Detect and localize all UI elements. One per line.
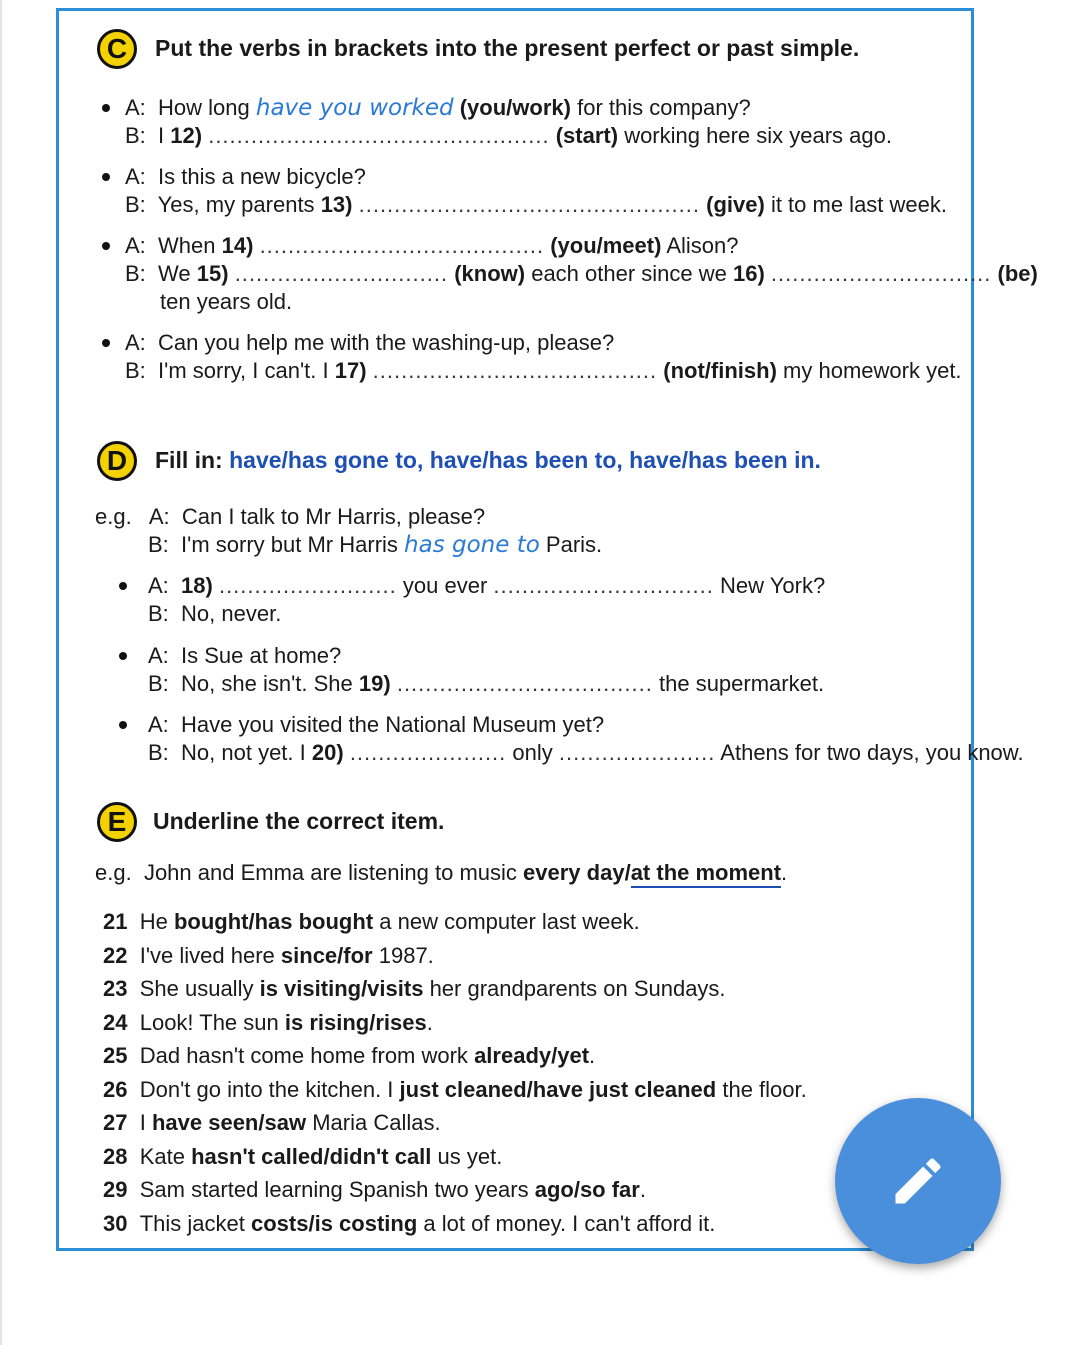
e-item: 24 Look! The sun is rising/rises.: [103, 1009, 433, 1035]
choice-options[interactable]: is rising/rises: [284, 1009, 427, 1035]
d-item20-b: B: No, not yet. I 20) ...................... only ...................... Athens for two days, you know.: [148, 740, 1024, 765]
c-item4-a: A: Can you help me with the washing-up, please?: [125, 330, 615, 355]
bullet: [102, 242, 110, 250]
page-edge: [0, 0, 2, 1345]
d-item19-b: B: No, she isn't. She 19) .................................... the supermarket.: [148, 671, 825, 696]
e-item: 29 Sam started learning Spanish two years ago/so far.: [103, 1177, 646, 1202]
item-number: 22: [103, 942, 128, 968]
blank-line[interactable]: .........................: [218, 573, 397, 598]
blank-line[interactable]: ........................................: [372, 358, 658, 383]
d-item18-b: B: No, never.: [148, 601, 282, 626]
item-number: 27: [103, 1110, 128, 1135]
item-number: 21: [103, 909, 128, 934]
item-number: 29: [103, 1177, 128, 1202]
e-item: 23 She usually is visiting/visits her grandparents on Sundays.: [103, 976, 726, 1001]
e-item: 22 I've lived here since/for 1987.: [103, 942, 434, 968]
c-item3-b: B: We 15) .............................. (know) each other since we 16) ............................... (be): [125, 261, 1038, 286]
blank-line[interactable]: ......................: [349, 740, 507, 765]
c-item1-b: B: I 12) ................................................ (start) working here six years ago.: [125, 123, 892, 148]
e-example: e.g. John and Emma are listening to music every day/at the moment.: [95, 859, 787, 887]
choice-options[interactable]: bought/has bought: [173, 909, 374, 934]
section-d-badge: D: [97, 441, 137, 481]
e-item: 26 Don't go into the kitchen. I just cleaned/have just cleaned the floor.: [103, 1076, 807, 1102]
d-item19-a: A: Is Sue at home?: [148, 643, 342, 668]
item-number: 30: [103, 1210, 128, 1236]
d-example-b: B: I'm sorry but Mr Harris has gone to Paris.: [148, 532, 603, 558]
choice-options[interactable]: have seen/saw: [151, 1110, 307, 1135]
bullet: [102, 173, 110, 181]
handwritten-answer: have you worked: [255, 95, 454, 121]
e-item: 25 Dad hasn't come home from work already/yet.: [103, 1043, 596, 1068]
c-item2-a: A: Is this a new bicycle?: [125, 164, 366, 189]
handwritten-answer: has gone to: [404, 532, 540, 558]
pencil-icon: [888, 1151, 948, 1211]
c-item3-a: A: When 14) ........................................ (you/meet) Alison?: [125, 233, 739, 258]
underlined-answer: at the moment: [631, 860, 781, 888]
choice-options[interactable]: ago/so far: [534, 1177, 640, 1202]
e-item: 28 Kate hasn't called/didn't call us yet.: [103, 1143, 503, 1169]
item-number: 25: [103, 1043, 128, 1068]
section-e-instruction: Underline the correct item.: [153, 808, 445, 834]
d-example-a: e.g. A: Can I talk to Mr Harris, please?: [95, 504, 486, 529]
bullet: [119, 652, 127, 660]
c-item4-b: B: I'm sorry, I can't. I 17) ........................................ (not/finish) my homework yet.: [125, 358, 962, 383]
section-e-badge: E: [97, 802, 137, 842]
d-item20-a: A: Have you visited the National Museum yet?: [148, 712, 605, 737]
c-item1-a: A: How long have you worked (you/work) for this company?: [125, 95, 751, 121]
blank-line[interactable]: ..............................: [234, 261, 449, 286]
bullet: [102, 104, 110, 112]
e-item: 30 This jacket costs/is costing a lot of money. I can't afford it.: [103, 1210, 716, 1236]
c-item3-b-cont: ten years old.: [160, 289, 293, 314]
e-item: 27 I have seen/saw Maria Callas.: [103, 1110, 441, 1135]
item-number: 26: [103, 1076, 128, 1102]
blank-line[interactable]: ...............................: [770, 261, 992, 286]
choice-options[interactable]: already/yet: [474, 1043, 590, 1068]
c-item2-b: B: Yes, my parents 13) ................................................ (give) it to me last week.: [125, 192, 948, 217]
blank-line[interactable]: ...............................: [493, 573, 714, 598]
section-c-badge: C: [97, 29, 137, 69]
item-number: 28: [103, 1143, 128, 1169]
bullet: [119, 582, 127, 590]
bullet: [102, 339, 110, 347]
e-item: 21 He bought/has bought a new computer last week.: [103, 909, 640, 934]
choice-options[interactable]: since/for: [280, 942, 373, 968]
edit-fab-button[interactable]: [835, 1098, 1001, 1264]
choice-options[interactable]: costs/is costing: [251, 1210, 418, 1236]
choice-options[interactable]: hasn't called/didn't call: [191, 1143, 432, 1169]
item-number: 24: [103, 1009, 128, 1035]
blank-line[interactable]: ........................................: [259, 233, 545, 258]
section-d-instruction: Fill in: have/has gone to, have/has been to, have/has been in.: [155, 447, 821, 473]
d-item18-a: A: 18) ......................... you ever ............................... New York?: [148, 573, 826, 598]
choice-options[interactable]: just cleaned/have just cleaned: [399, 1076, 717, 1102]
blank-line[interactable]: ................................................: [358, 192, 700, 217]
bullet: [119, 721, 127, 729]
item-number: 23: [103, 976, 128, 1001]
section-c-instruction: Put the verbs in brackets into the present perfect or past simple.: [155, 35, 860, 61]
blank-line[interactable]: ................................................: [208, 123, 550, 148]
choice-options[interactable]: is visiting/visits: [259, 976, 424, 1001]
blank-line[interactable]: ......................: [558, 740, 716, 765]
blank-line[interactable]: ....................................: [396, 671, 653, 696]
